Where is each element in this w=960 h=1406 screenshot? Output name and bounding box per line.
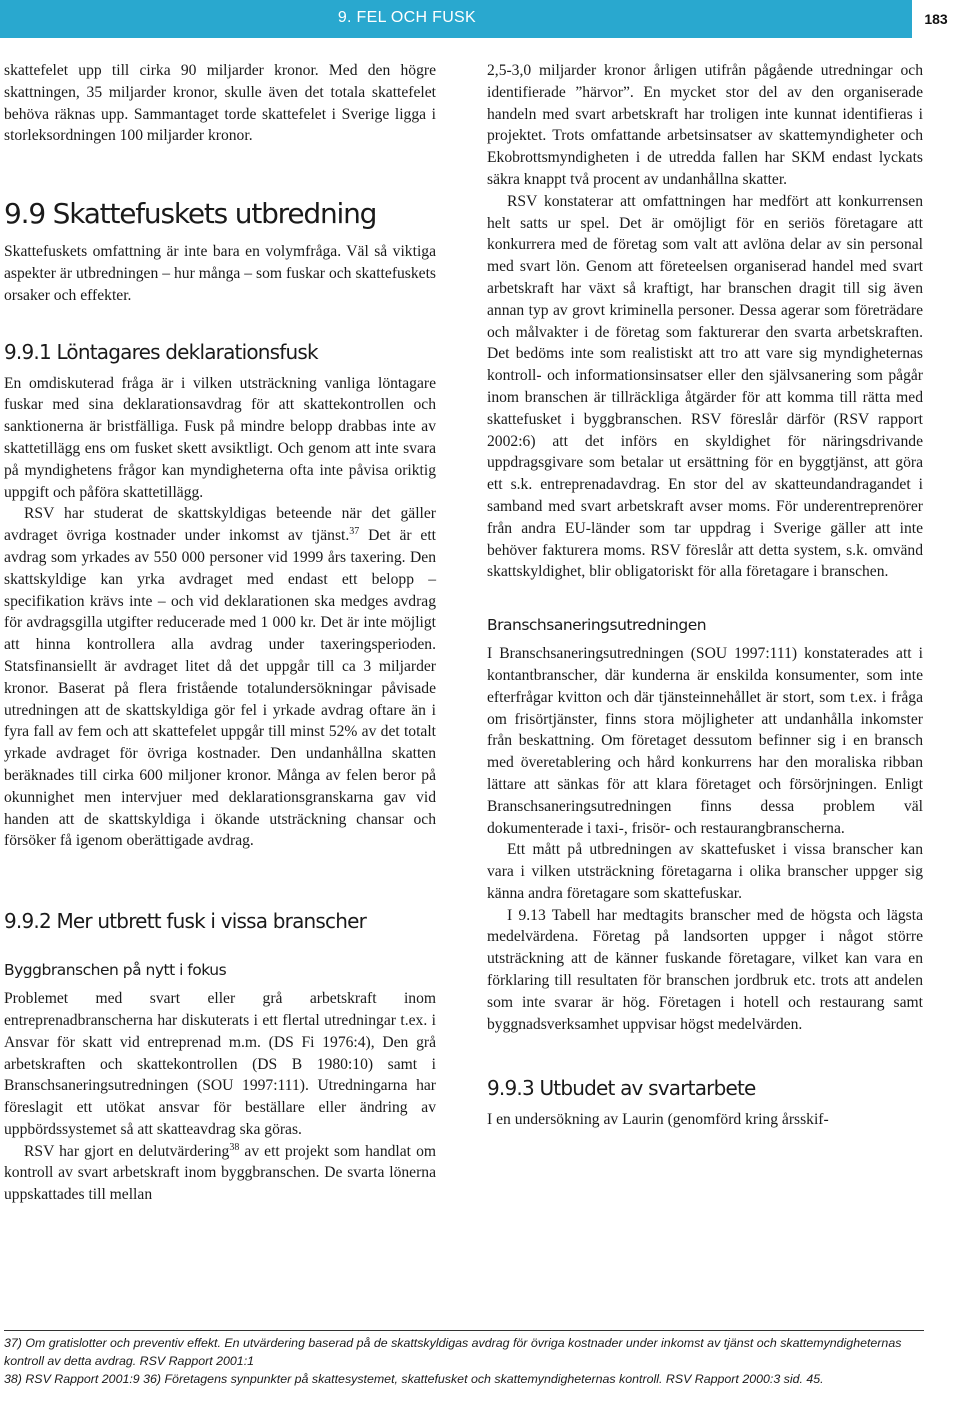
- page-number: 183: [924, 11, 948, 27]
- right-paragraph-4: Ett mått på utbredningen av skattefusket i vissa branscher kan vara i vilken utsträckning företagarna i olika branscher uppger sig känna andra företagare som skattefuskar.: [487, 841, 923, 902]
- section-heading-9-9-3: 9.9.3 Utbudet av svartarbete: [487, 1076, 756, 1101]
- section-9-9-1-paragraph-2: [4, 503, 436, 852]
- footnotes: [4, 1330, 924, 1388]
- right-paragraph-5: I 9.13 Tabell har medtagits branscher med de högsta och lägsta medelvärdena. Företag på landsorten uppger i något större utsträckning att de känner fuskande företagare, vilket kan vara en förklaring till resultaten för branschen jordbruk etc. trots att andelen som inte svarar är hög. Företagen i hotell och restaurang samt byggnadsverksamhet uppvisar högst medelvärden.: [487, 906, 923, 1033]
- footnote-37: 37) Om gratislotter och preventiv effekt. En utvärdering baserad på de skattskyldigas avdrag för övriga kostnader under inkomst av tjänst och skattemyndigheternas kontroll av detta avdrag. RSV Rapport 2001:1: [4, 1336, 902, 1368]
- left-column: [4, 60, 436, 1206]
- intro-paragraph: skattefelet upp till cirka 90 miljarder kronor. Med den högre skattningen, 35 miljarder kronor, skulle även det totala skattefelet behöva räknas upp. Sammantaget torde skattefelet i Sverige ligga i storleksordningen 100 miljarder kronor.: [4, 62, 436, 145]
- right-paragraph-3: I Branschsaneringsutredningen (SOU 1997:111) konstaterades att i kontantbranscher, där kunderna är enskilda konsumenter, som inte efterfrågar kvitton och där tjänsteinnehållet är stort, som t.ex. i fråga om frisörtjänster, finns stora möjligheter att undanhålla inkomster från beskattning. Om företaget dessutom befinner sig i en bransch med överetablering och hård konkurrens har den moraliska ribban lättare att sänkas för att klara företaget och försörjningen. Enligt Branschsaneringsutredningen finns dessa problem väl dokumenterade i taxi-, frisör- och restaurangbranscherna.: [487, 645, 923, 837]
- paragraph-text: RSV har gjort en delutvärdering: [24, 1142, 230, 1160]
- chapter-header-band: [0, 0, 912, 38]
- subheading-byggbranschen: Byggbranschen på nytt i fokus: [4, 961, 227, 980]
- section-heading-9-9-1: 9.9.1 Löntagares deklarationsfusk: [4, 339, 318, 364]
- section-heading-9-9: 9.9 Skattefuskets utbredning: [4, 197, 377, 231]
- section-heading-9-9-2: 9.9.2 Mer utbrett fusk i vissa branscher: [4, 909, 367, 934]
- paragraph-text: av ett projekt som handlat om kontroll av svart arbetskraft inom byggbranschen. De svarta lönerna uppskattades till mellan: [4, 1142, 437, 1204]
- footnote-ref-37[interactable]: 37: [349, 525, 360, 537]
- subheading-branschsanering: Branschsaneringsutredningen: [487, 616, 707, 635]
- paragraph-text: RSV har studerat de skattskyldigas beteende när det gäller avdraget övriga kostnader under inkomst av tjänst.: [4, 505, 436, 545]
- footnote-38-36: 38) RSV Rapport 2001:9 36) Företagens synpunkter på skattesystemet, skattefusket och skattemyndigheternas kontroll. RSV Rapport 2000:3 sid. 45.: [4, 1372, 824, 1386]
- right-paragraph-6: I en undersökning av Laurin (genomförd kring årsskif-: [487, 1111, 829, 1129]
- right-column: [487, 60, 923, 1131]
- section-9-9-paragraph: Skattefuskets omfattning är inte bara en volymfråga. Väl så viktiga aspekter är utbredningen – hur många – som fuskar och skattefuskets orsaker och effekter.: [4, 243, 436, 304]
- right-paragraph-1: 2,5-3,0 miljarder kronor årligen utifrån pågående utredningar och identifierade ”härvor”. En mycket stor del av den organiserade handeln med svart arbetskraft har troligen inte kunnat identifieras i projektet. Trots omfattande arbetsinsatser av skattemyndigheter och Ekobrottsmyndigheten i de utredda fallen har SKM endast lyckats säkra knappt två procent av undanhållna skatter.: [487, 62, 923, 188]
- paragraph-text: Det är ett avdrag som yrkades av 550 000 personer vid 1999 års taxering. Den skattskyldige kan yrka avdraget med endast ett belopp – specifikation krävs inte – och vid deklarationen ska medges avdrag för avdragsgilla utgifter reducerade med 1 000 kr. Det är inte möjligt att hinna kontrollera alla avdrag under taxeringsperioden. Statsfinansiellt är avdraget litet då det uppgår till ca 3 miljarder kronor. Baserat på flera fristående totalundersökningar påvisade utredningen att de skattskyldiga gör fel i yrkade avdrag oftare än i fyra fall av fem och att skattefelet uppgår till minst 52% av det totalt yrkade avdraget för övriga kostnader. Den undanhållna skatten beräknades till cirka 600 miljoner kronor. Många av felen beror på okunnighet men intervjuer med deklarationsgranskarna gav vid handen att de skattskyldiga i ökande utsträckning chansar och försöker få igenom oberättigade avdrag.: [4, 527, 436, 850]
- right-paragraph-2: RSV konstaterar att omfattningen har medfört att konkurrensen helt satts ur spel. Det är omöjligt för en seriös företagare att konkurrera med de företag som valt att avlöna delar av sin personal med svart lön. Genom att företeelsen organiserad handel med svart arbetskraft har växt så kraftigt, har branschen dragit till sig även annan typ av grovt kriminella personer. Dessa agerar som företrädare och målvakter i de företag som fakturerar den svarta arbetskraften. Det bedöms inte som realistiskt att tro att vare sig myndigheternas kontroll- och informationsinsatser eller den självsanering som pågår inom branschen är tillräckliga åtgärder för att komma till rätta med skattefusket i byggbranschen. RSV föreslår därför (RSV rapport 2002:6) att det införs en skyldighet för näringsdrivande uppdragsgivare som betalar ut ersättning för en byggtjänst, att göra ett s.k. entreprenadavdrag. En stor del av skatteundandragandet i samband med svart arbetskraft avser moms. För underentreprenörer från andra EU-länder som tar uppdrag i Sverige gäller att inte behöver fakturera moms. RSV föreslår att detta system, s.k. omvänd skattskyldighet, blir obligatoriskt för alla företagare i branschen.: [487, 192, 923, 581]
- footnote-ref-38[interactable]: 38: [229, 1141, 240, 1153]
- byggbranschen-paragraph-2: [4, 1141, 436, 1206]
- chapter-title: 9. FEL OCH FUSK: [337, 9, 476, 26]
- section-9-9-1-paragraph-1: En omdiskuterad fråga är i vilken utsträckning vanliga löntagare fuskar med sina deklarationsavdrag för att skattekontrollen och sanktionerna är bristfälliga. Fusk på mindre belopp drabbas inte av skattetillägg ens om fusket skett avsiktligt. Och genom att inte svara på myndighetens frågor kan myndigheterna ofta inte påvisa oriktig uppgift och påföra skattetillägg.: [4, 374, 436, 501]
- byggbranschen-paragraph-1: Problemet med svart eller grå arbetskraft inom entreprenadbranscherna har diskuterats i ett flertal utredningar t.ex. i Ansvar för skatt vid entreprenad m.m. (DS Fi 1976:4), Den grå arbetskraften och skattekontrollen (DS B 1980:10) samt i Branschsaneringsutredningen (SOU 1997:111). Utredningarna har föreslagit ett utökat ansvar för beställare eller ändring av uppbördssystemet så att skatteavdrag ska göras.: [4, 990, 436, 1138]
